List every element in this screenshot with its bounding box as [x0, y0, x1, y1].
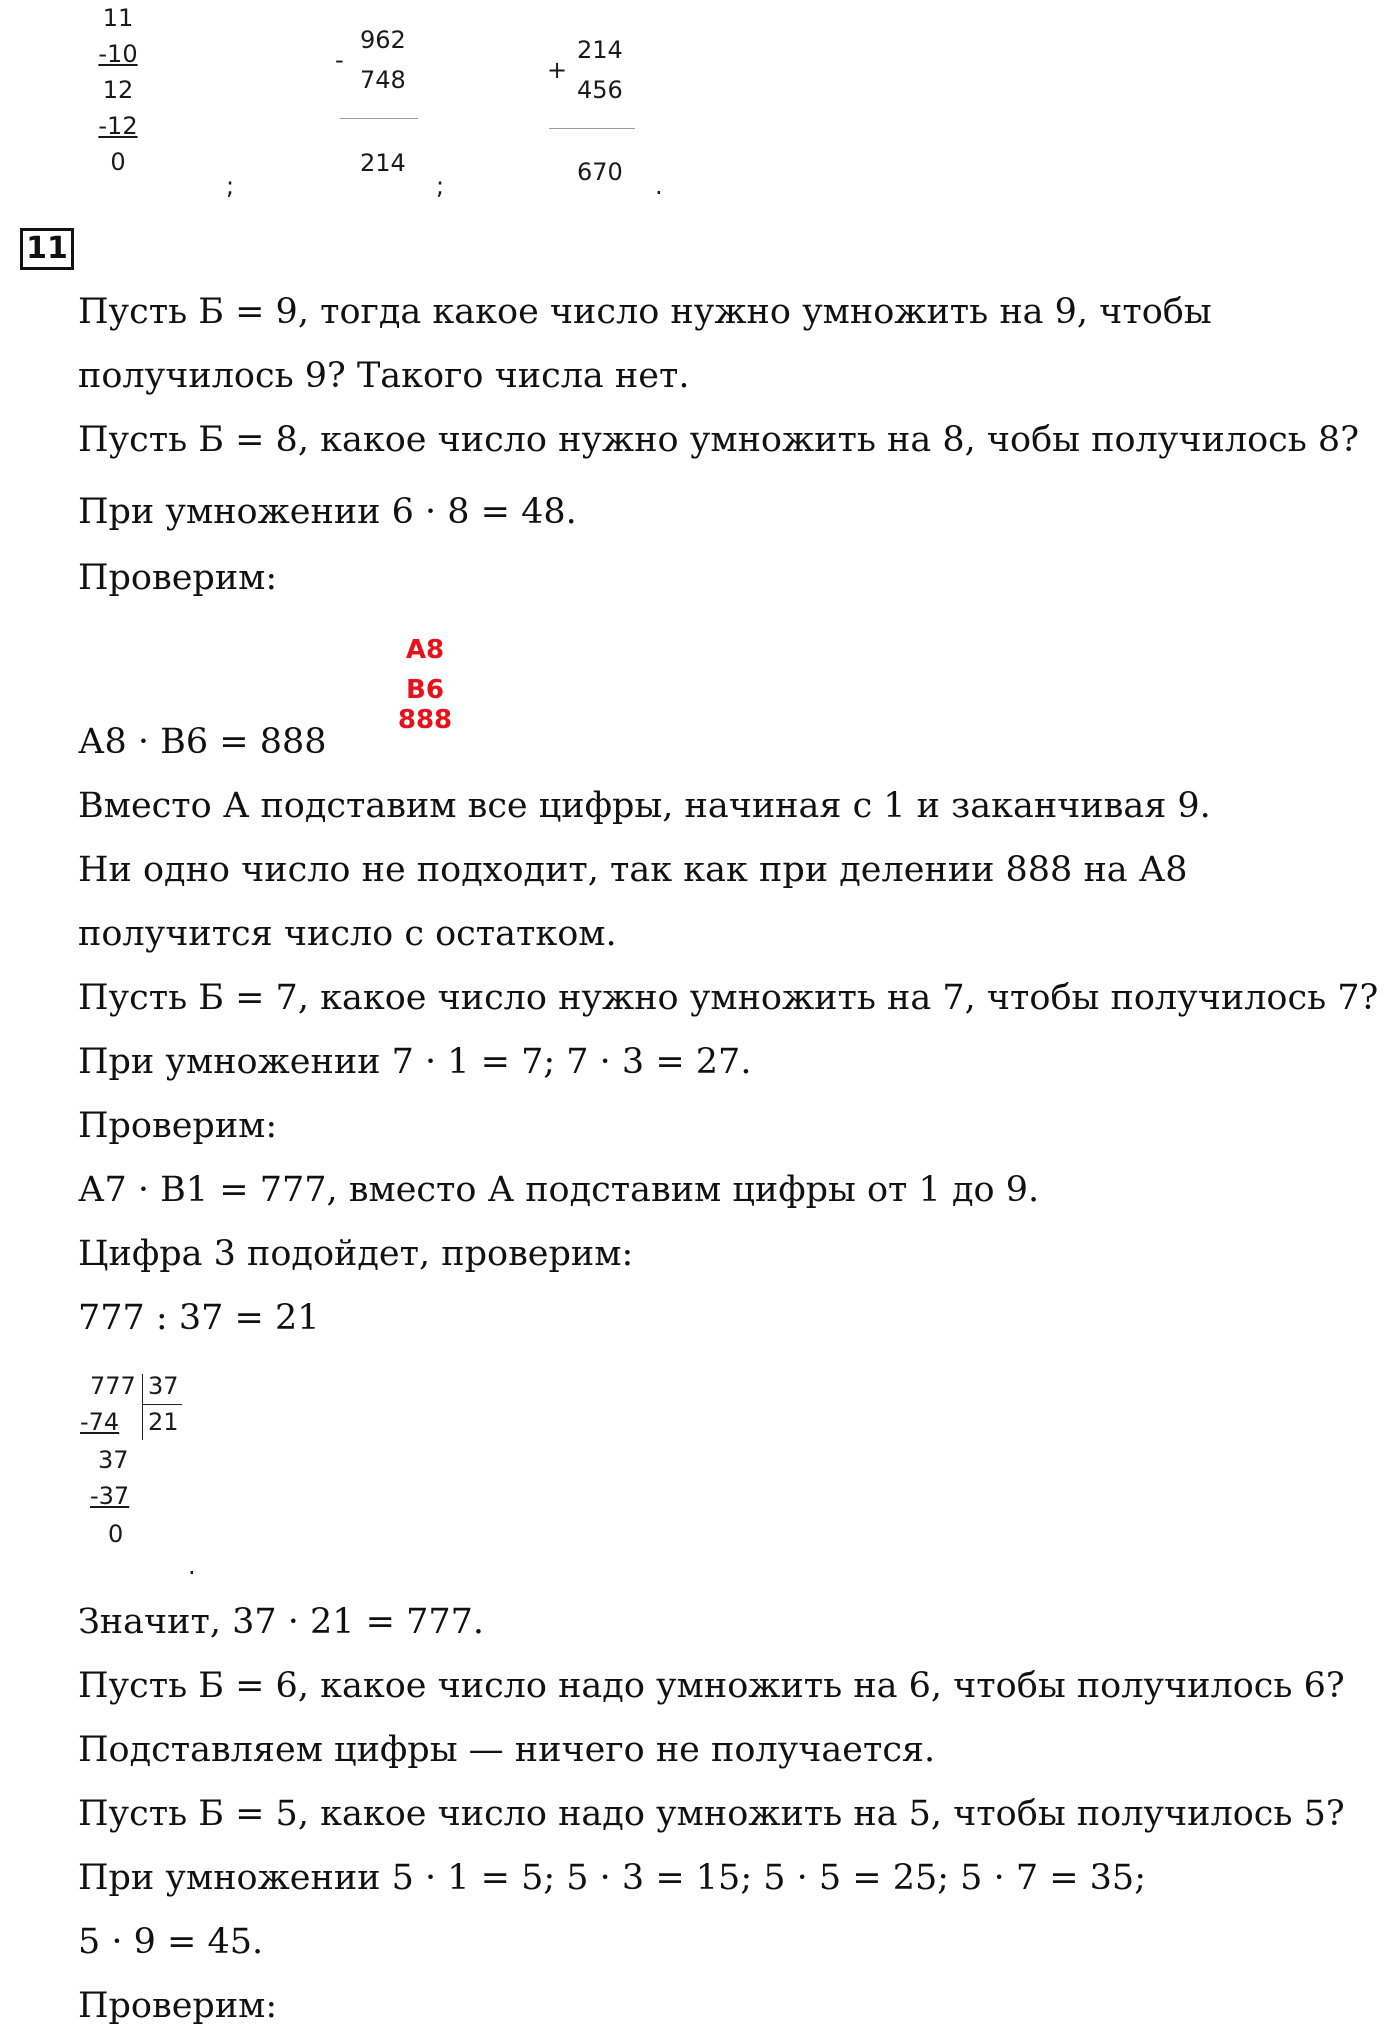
text-line-12: Проверим:: [78, 1106, 278, 1146]
text-line-20: При умножении 5 · 1 = 5; 5 · 3 = 15; 5 · 5 = 25; 5 · 7 = 35;: [78, 1858, 1146, 1898]
text-line-7: Вместо А подставим все цифры, начиная с 1 и заканчивая 9.: [78, 786, 1211, 826]
long-division-remainder-2: 0: [108, 1520, 124, 1548]
text-line-9: получится число с остатком.: [78, 914, 617, 954]
text-line-16: Значит, 37 · 21 = 777.: [78, 1602, 485, 1642]
division-line-5: 0: [110, 148, 126, 176]
task-number-box: 11: [20, 228, 74, 270]
text-line-8: Ни одно число не подходит, так как при делении 888 на А8: [78, 850, 1188, 890]
subtraction-result: 214: [360, 149, 406, 177]
subtraction-subtrahend: 748: [360, 66, 406, 94]
long-division-end-period: .: [188, 1552, 196, 1580]
division-line-2: -10: [98, 40, 138, 68]
red-check-line-3: 888: [397, 705, 453, 735]
long-division: [80, 1368, 200, 1558]
subtraction-rule: [340, 118, 418, 119]
long-division-step-1: -74: [80, 1408, 120, 1436]
addition-rule: [549, 128, 635, 129]
text-line-21: 5 · 9 = 45.: [78, 1922, 264, 1962]
addition-sign: +: [547, 56, 568, 84]
addition-term-2: 456: [577, 76, 623, 104]
top-division-column: [98, 0, 138, 180]
division-line-1: 11: [102, 4, 134, 32]
text-line-10: Пусть Б = 7, какое число нужно умножить на 7, чтобы получилось 7?: [78, 978, 1379, 1018]
text-line-15: 777 : 37 = 21: [78, 1298, 320, 1338]
long-division-remainder-1: 37: [98, 1446, 129, 1474]
text-line-2: получилось 9? Такого числа нет.: [78, 356, 690, 396]
text-line-4: При умножении 6 · 8 = 48.: [78, 492, 577, 532]
division-line-4: -12: [98, 112, 138, 140]
text-line-11: При умножении 7 · 1 = 7; 7 · 3 = 27.: [78, 1042, 752, 1082]
text-line-6: А8 · В6 = 888: [78, 722, 327, 762]
long-division-dividend: 777: [90, 1372, 136, 1400]
text-line-14: Цифра 3 подойдет, проверим:: [78, 1234, 634, 1274]
end-period: .: [655, 172, 663, 200]
text-line-5: Проверим:: [78, 558, 278, 598]
addition-term-1: 214: [577, 36, 623, 64]
long-division-quotient: 21: [148, 1408, 179, 1436]
text-line-22: Проверим:: [78, 1986, 278, 2026]
division-line-3: 12: [102, 76, 134, 104]
separator-semicolon-2: ;: [436, 172, 445, 200]
text-line-13: А7 · В1 = 777, вместо А подставим цифры от 1 до 9.: [78, 1170, 1040, 1210]
subtraction-minuend: 962: [360, 26, 406, 54]
text-line-1: Пусть Б = 9, тогда какое число нужно умножить на 9, чтобы: [78, 292, 1212, 332]
text-line-3: Пусть Б = 8, какое число нужно умножить на 8, чобы получилось 8?: [78, 420, 1359, 460]
text-line-18: Подставляем цифры — ничего не получается.: [78, 1730, 936, 1770]
subtraction-sign: -: [335, 46, 344, 74]
long-division-step-2: -37: [90, 1482, 130, 1510]
long-division-divisor-line: [142, 1374, 143, 1440]
red-check-calc: [395, 635, 455, 735]
red-check-line-1: А8: [405, 635, 445, 665]
text-line-19: Пусть Б = 5, какое число надо умножить на 5, чтобы получилось 5?: [78, 1794, 1345, 1834]
text-line-17: Пусть Б = 6, какое число надо умножить на 6, чтобы получилось 6?: [78, 1666, 1345, 1706]
separator-semicolon-1: ;: [226, 172, 235, 200]
addition-result: 670: [577, 158, 623, 186]
red-check-line-2: В6: [406, 675, 444, 705]
long-division-divisor: 37: [148, 1372, 179, 1400]
